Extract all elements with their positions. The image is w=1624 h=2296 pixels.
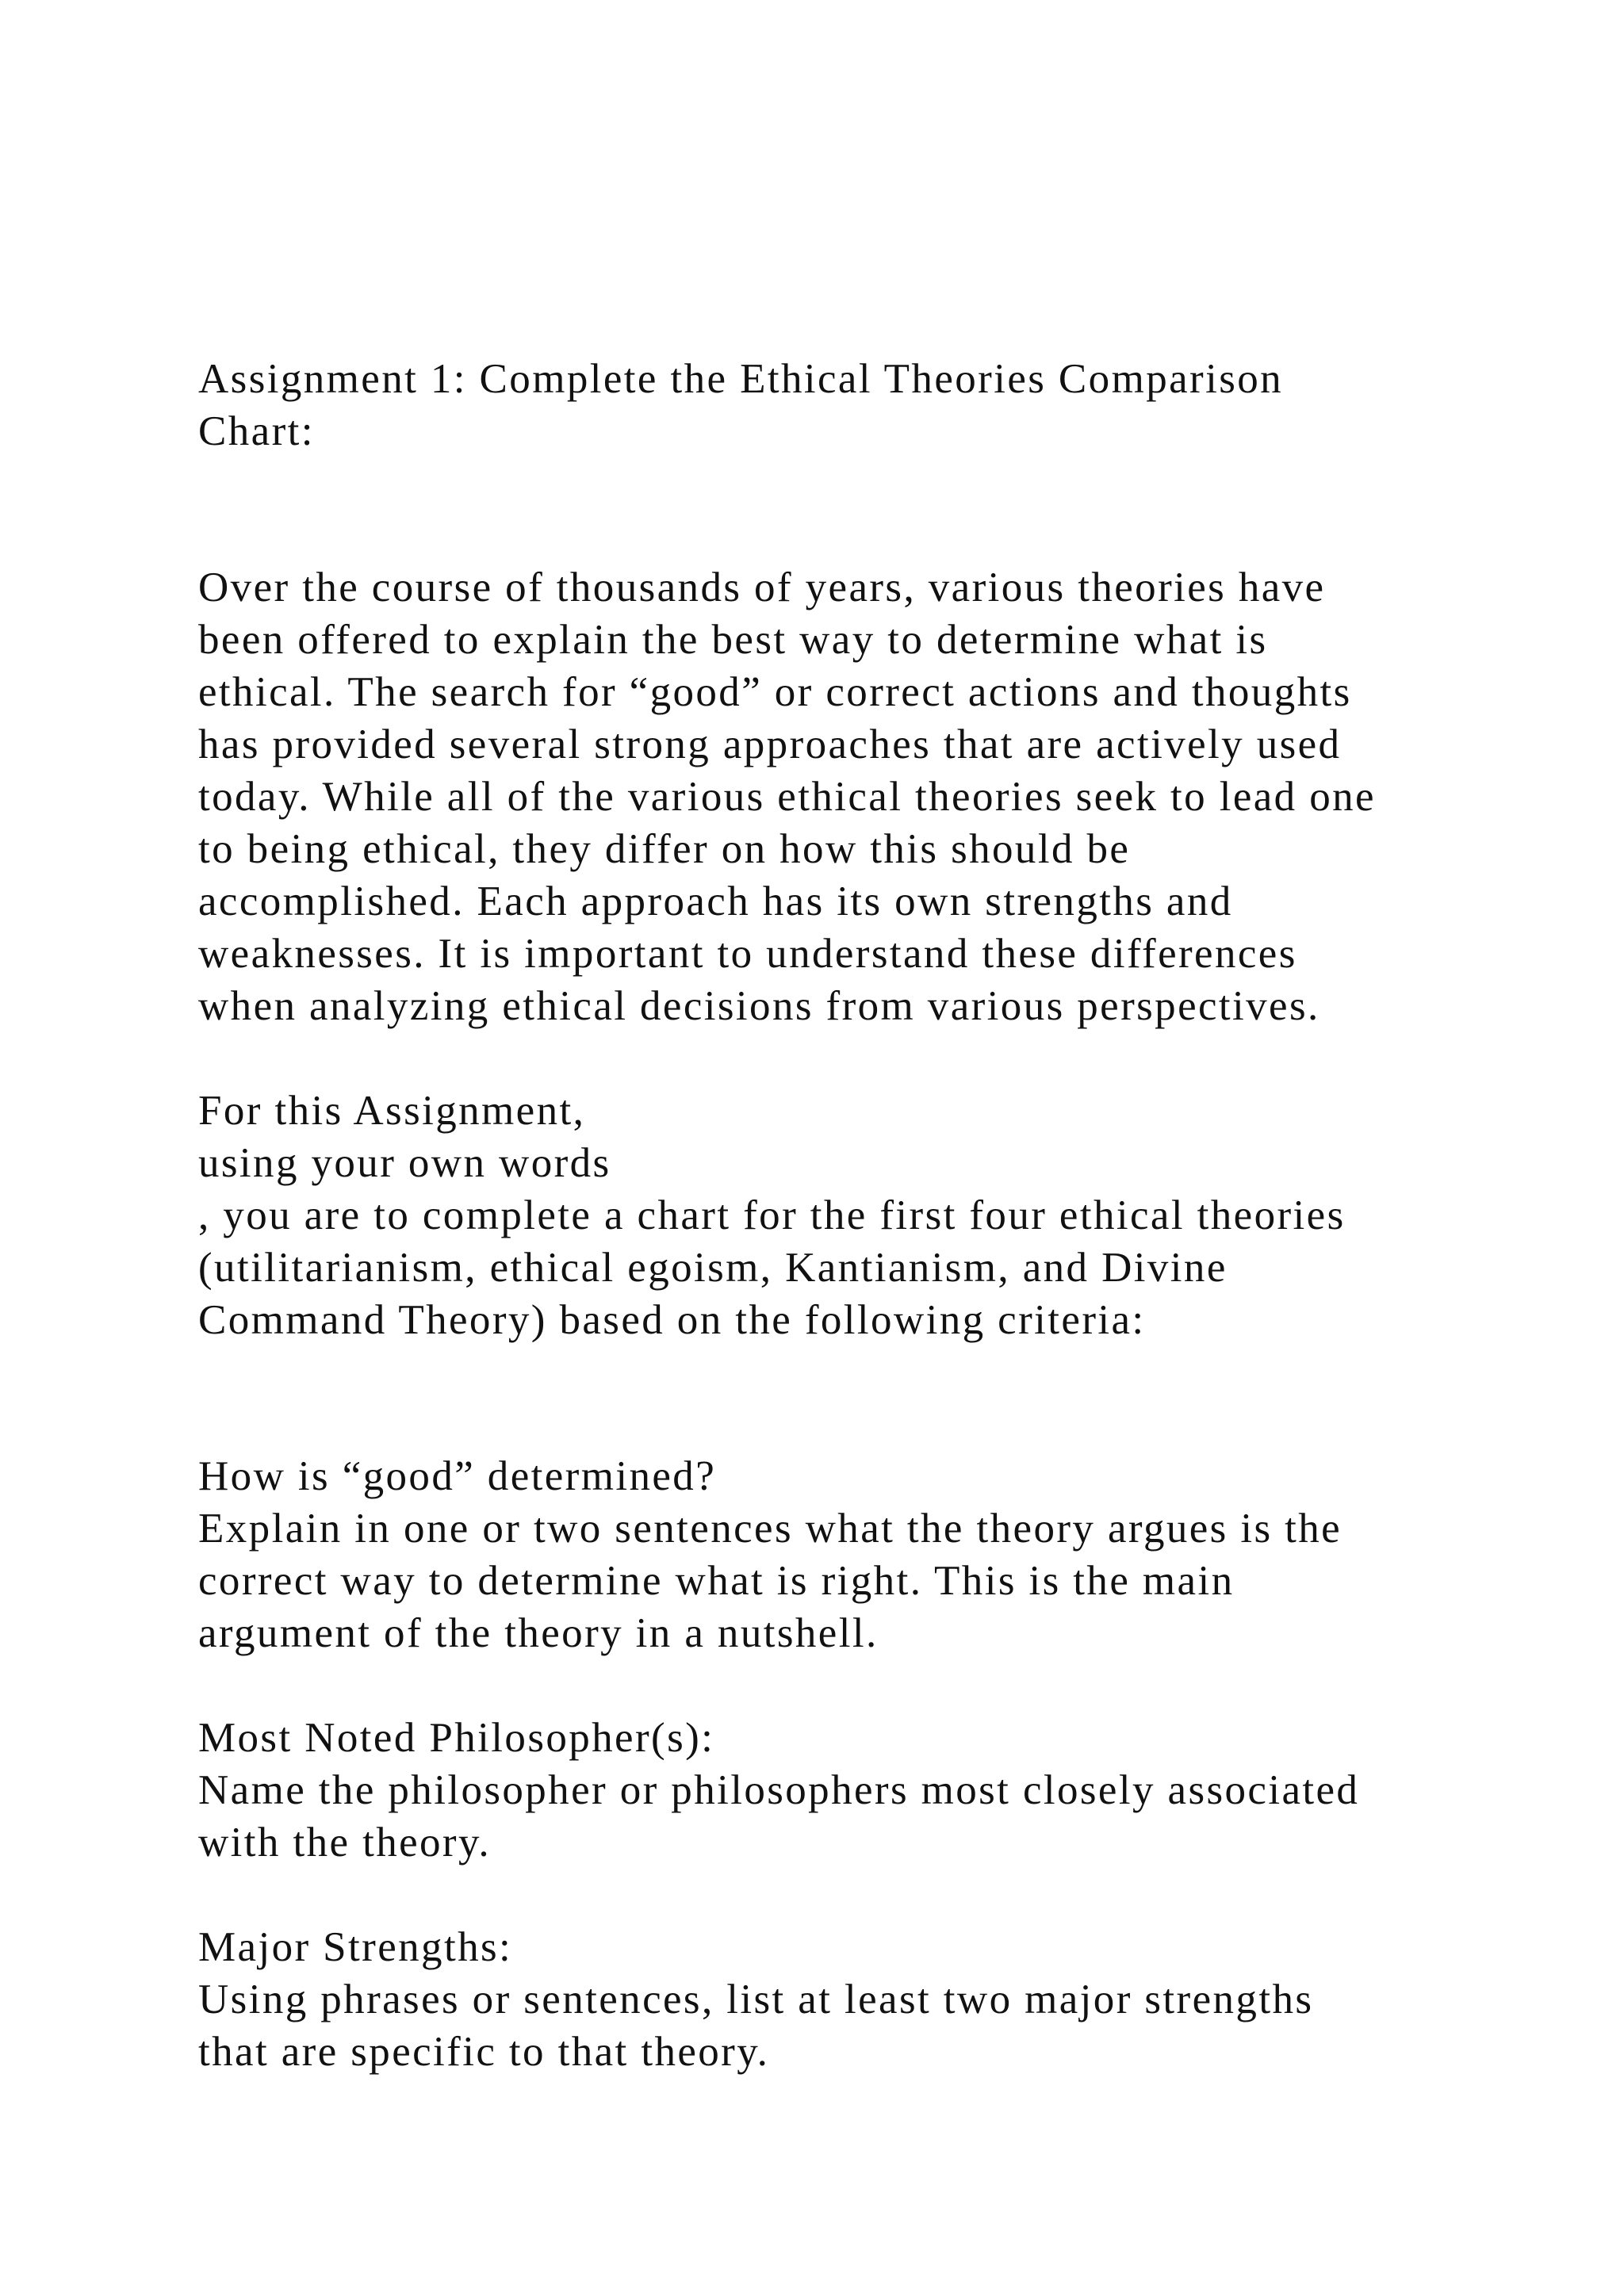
intro-line-4: has provided several strong approaches that are actively used <box>198 721 1342 767</box>
intro-line-7: accomplished. Each approach has its own strengths and <box>198 878 1233 924</box>
criterion-heading-strengths: Major Strengths: <box>198 1924 513 1970</box>
criterion-good-line-2: correct way to determine what is right. This is the main <box>198 1558 1235 1604</box>
criterion-strengths-line-1: Using phrases or sentences, list at least two major strengths <box>198 1976 1314 2022</box>
criterion-good-line-1: Explain in one or two sentences what the theory argues is the <box>198 1506 1342 1552</box>
title-line-1: Assignment 1: Complete the Ethical Theories Comparison <box>198 356 1284 402</box>
instruction-line-3: , you are to complete a chart for the first four ethical theories <box>198 1192 1346 1238</box>
title-line-2: Chart: <box>198 408 315 454</box>
criterion-heading-good: How is “good” determined? <box>198 1453 717 1499</box>
criterion-good-line-3: argument of the theory in a nutshell. <box>198 1610 879 1656</box>
instruction-line-5: Command Theory) based on the following criteria: <box>198 1297 1146 1343</box>
criterion-strengths-line-2: that are specific to that theory. <box>198 2029 770 2075</box>
intro-line-9: when analyzing ethical decisions from various perspectives. <box>198 983 1320 1029</box>
instruction-line-2: using your own words <box>198 1140 611 1186</box>
instruction-line-4: (utilitarianism, ethical egoism, Kantianism, and Divine <box>198 1245 1228 1291</box>
intro-line-5: today. While all of the various ethical theories seek to lead one <box>198 774 1376 820</box>
intro-line-8: weaknesses. It is important to understand these differences <box>198 931 1297 977</box>
intro-line-3: ethical. The search for “good” or correct actions and thoughts <box>198 669 1352 715</box>
criterion-heading-philosophers: Most Noted Philosopher(s): <box>198 1715 715 1761</box>
intro-line-1: Over the course of thousands of years, various theories have <box>198 564 1326 610</box>
criterion-philosophers-line-2: with the theory. <box>198 1820 492 1866</box>
instruction-line-1: For this Assignment, <box>198 1088 586 1134</box>
intro-line-6: to being ethical, they differ on how this should be <box>198 826 1131 872</box>
intro-line-2: been offered to explain the best way to determine what is <box>198 617 1268 663</box>
criterion-philosophers-line-1: Name the philosopher or philosophers most closely associated <box>198 1767 1360 1813</box>
